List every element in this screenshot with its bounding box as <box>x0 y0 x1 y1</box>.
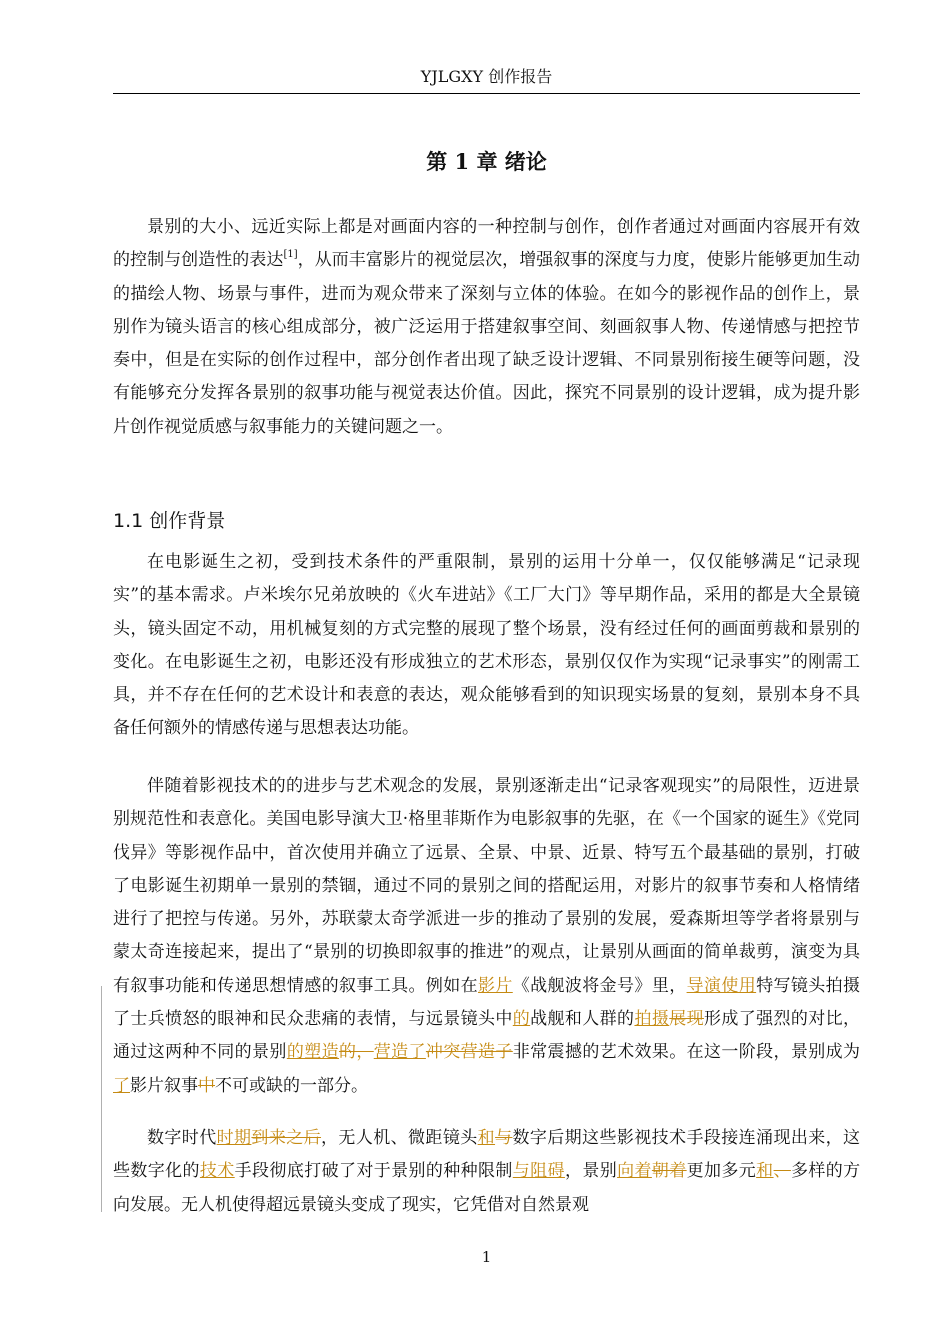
tracked-insertion[interactable]: 与阻碍 <box>512 1161 565 1182</box>
text-run: 景别的大小、远近实际上都是对画面内容的一种控制与创作，创作者通过对画面内容展开有效的控制与创造性的表达 <box>113 217 860 271</box>
tracked-insertion[interactable]: 的 <box>512 1009 531 1030</box>
tracked-insertion[interactable]: 技术 <box>199 1161 235 1182</box>
tracked-deletion[interactable]: 中 <box>198 1075 215 1096</box>
header-rule <box>113 93 860 94</box>
text-run: 形成了强烈的对比，通过这两种不同的景别 <box>113 1009 861 1063</box>
tracked-deletion[interactable]: 到来之后 <box>251 1128 322 1148</box>
text-run: 数字时代 <box>147 1128 217 1148</box>
intro-paragraph <box>113 211 860 444</box>
tracked-deletion[interactable]: 的， <box>338 1042 374 1063</box>
tracked-deletion[interactable]: 与 <box>495 1128 513 1148</box>
tracked-insertion[interactable]: 和 <box>477 1128 496 1148</box>
background-paragraph-1: 在电影诞生之初，受到技术条件的严重限制，景别的运用十分单一，仅仅能够满足“记录现实”的基本需求。卢米埃尔兄弟放映的《火车进站》《工厂大门》等早期作品，采用的都是大全景镜头，镜头固定不动，用机械复刻的方式完整的展现了整个场景，没有经过任何的画面剪裁和景别的变化。在电影诞生之初，电影还没有形成独立的艺术形态，景别仅仅作为实现“记录事实”的刚需工具，并不存在任何的艺术设计和表意的表达，观众能够看到的知识现实场景的复刻，景别本身不具备任何额外的情感传递与思想表达功能。 <box>113 552 860 739</box>
tracked-insertion[interactable]: 和 <box>756 1161 774 1182</box>
text-run: 更加多元 <box>686 1161 757 1182</box>
revision-change-bar <box>101 986 102 1212</box>
tracked-deletion[interactable]: 朝着 <box>651 1161 687 1182</box>
page-header: YJLGXY 创作报告 <box>420 67 553 86</box>
text-run: 伴随着影视技术的的进步与艺术观念的发展，景别逐渐走出“记录客观现实”的局限性，迈进景别规范性和表意化。美国电影导演大卫·格里菲斯作为电影叙事的先驱，在《一个国家的诞生》《党同伐异》等影视作品中，首次使用并确立了远景、全景、中景、近景、特写五个最基础的景别，打破了电影诞生初期单一景别的禁锢，通过不同的景别之间的搭配运用，对影片的叙事节奏和人格情绪进行了把控与传递。另外，苏联蒙太奇学派进一步的推动了景别的发展，爱森斯坦等学者将景别与蒙太奇连接起来，提出了“景别的切换即叙事的推进”的观点，让景别从画面的简单裁剪，演变为具有叙事功能和传递思想情感的叙事工具。例如在 <box>113 776 860 996</box>
section-title: 1.1 创作背景 <box>113 510 226 532</box>
background-paragraph-2 <box>113 770 860 1103</box>
tracked-deletion[interactable]: 、 <box>773 1161 791 1182</box>
text-run: ，从而丰富影片的视觉层次，增强叙事的深度与力度，使影片能够更加生动的描绘人物、场景与事件，进而为观众带来了深刻与立体的体验。在如今的影视作品的创作上，景别作为镜头语言的核心组成部分，被广泛运用于搭建叙事空间、刻画叙事人物、传递情感与把控节奏中，但是在实际的创作过程中，部分创作者出现了缺乏设计逻辑、不同景别衔接生硬等问题，没有能够充分发挥各景别的叙事功能与视觉表达价值。因此，探究不同景别的设计逻辑，成为提升影片创作视觉质感与叙事能力的关键问题之一。 <box>113 250 861 437</box>
text-run: ，无人机、微距镜头 <box>321 1128 478 1148</box>
tracked-insertion[interactable]: 的塑造 <box>286 1042 339 1063</box>
chapter-title: 第 1 章 绪论 <box>426 149 547 174</box>
tracked-insertion[interactable]: 了 <box>113 1075 130 1096</box>
text-run: 非常震撼的艺术效果。在这一阶段，景别成为 <box>512 1042 861 1063</box>
background-paragraph-3 <box>113 1122 860 1222</box>
tracked-insertion[interactable]: 时期 <box>216 1128 252 1148</box>
text-run: 《战舰波将金号》里， <box>512 975 687 996</box>
text-run: 手段彻底打破了对于景别的种种限制 <box>234 1161 513 1182</box>
tracked-deletion[interactable]: 冲突营造子 <box>425 1042 513 1063</box>
text-run: 特写镜头拍摄了士兵愤怒的眼神和民众悲痛的表情，与远景镜头中 <box>113 975 861 1030</box>
tracked-insertion[interactable]: 营造了 <box>373 1042 426 1063</box>
tracked-insertion[interactable]: 影片 <box>478 975 513 996</box>
tracked-insertion[interactable]: 拍摄 <box>634 1009 670 1030</box>
page-number: 1 <box>481 1248 492 1266</box>
text-run: 影片叙事 <box>130 1075 198 1096</box>
text-run: 不可或缺的一部分。 <box>215 1075 368 1096</box>
tracked-insertion[interactable]: 向着 <box>617 1161 652 1182</box>
citation-ref[interactable]: [1] <box>283 249 298 261</box>
text-run: ，景别 <box>564 1161 618 1182</box>
tracked-deletion[interactable]: 展现 <box>669 1009 704 1030</box>
text-run: 多样的方向发展。无人机使得超远景镜头变成了现实，它凭借对自然景观 <box>113 1161 861 1215</box>
text-run: 战舰和人群的 <box>530 1009 635 1030</box>
tracked-insertion[interactable]: 导演使用 <box>686 975 757 996</box>
text-run: 数字后期这些影视技术手段接连涌现出来，这些数字化的 <box>113 1128 861 1182</box>
